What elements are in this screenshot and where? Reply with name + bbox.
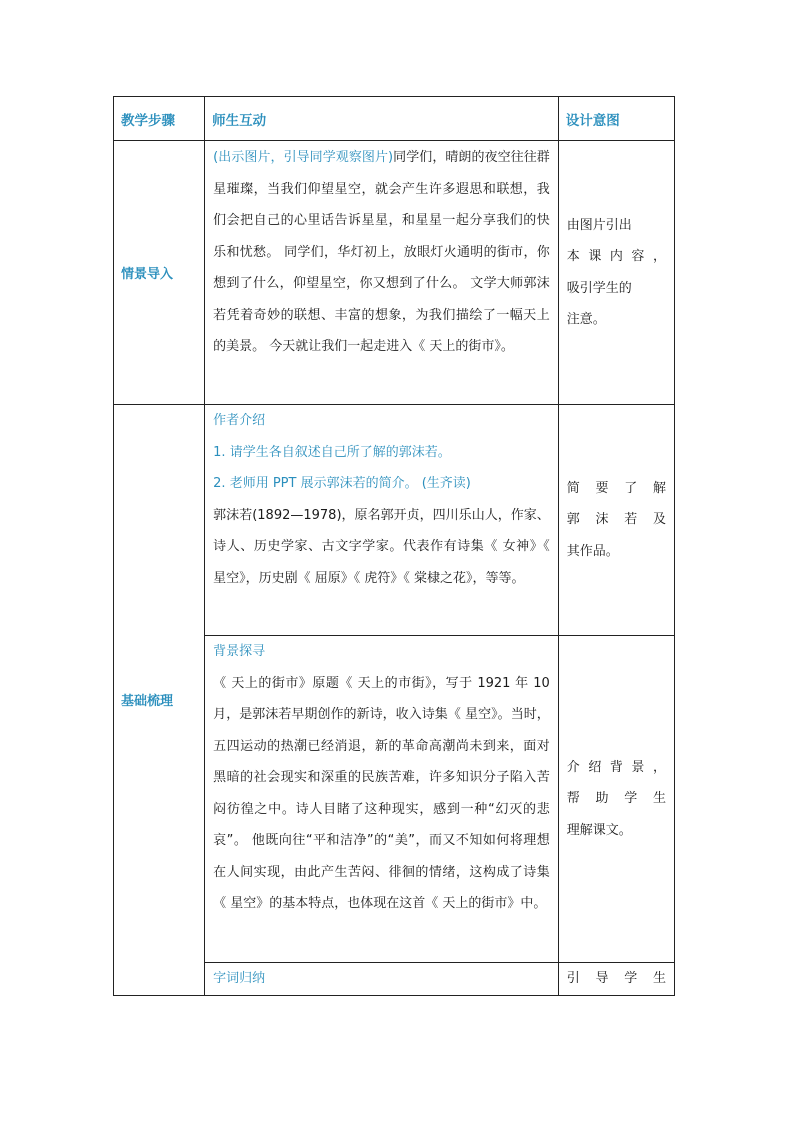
header-design-intent: 设计意图 xyxy=(558,97,674,141)
author-item-2: 2. 老师用 PPT 展示郭沫若的简介。 (生齐读) xyxy=(213,476,471,491)
intent-line: 吸引学生的 xyxy=(566,280,632,296)
table-header-row xyxy=(114,97,675,141)
intent-line: 郭沫若及 xyxy=(566,512,666,528)
vocab-content-cell xyxy=(205,963,559,996)
step-basics: 基础梳理 xyxy=(114,405,205,996)
intent-line: 介绍背景， xyxy=(566,759,666,775)
intent-line: 简要了解 xyxy=(566,480,666,496)
background-text: 《 天上的街市》原题《 天上的市街》，写于 1921 年 10 月，是郭沫若早期创作的新诗，收入诗集《 星空》。当时，五四运动的热潮已经消退，新的革命高潮尚未到来，面对黑暗的社会现实和深重的民族苦难，许多知识分子陷入苦闷彷徨之中。诗人目睹了这种现实，感到一种“幻灭的悲哀”。 他既向往“平和洁净”的“美”，而又不知如何将理想在人间实现，由此产生苦闷、徘徊的情绪，这构成了诗集《 星空》的基本特点，也体现在这首《 天上的街市》中。 xyxy=(213,675,550,911)
vocab-section-title: 字词归纳 xyxy=(213,971,266,986)
author-item-1: 1. 请学生各自叙述自己所了解的郭沫若。 xyxy=(213,444,451,460)
header-interaction: 师生互动 xyxy=(205,97,559,141)
intent-background xyxy=(558,636,674,963)
intent-line: 由图片引出 xyxy=(566,217,632,233)
intent-intro xyxy=(558,141,674,405)
intent-line: 理解课文。 xyxy=(566,822,632,838)
intent-line: 本课内容， xyxy=(566,249,666,264)
intro-content: 同学们，晴朗的夜空往往群星璀璨，当我们仰望星空，就会产生许多遐思和联想，我们会把自己的心里话告诉星星，和星星一起分享我们的快乐和忧愁。 同学们，华灯初上，放眼灯火通明的街市，你想到了什么，仰望星空，你又想到了什么。 文学大师郭沫若凭着奇妙的联想、丰富的想象，为我们描绘了一幅天上的美景。 今天就让我们一起走进入《 天上的街市》。 xyxy=(213,150,550,354)
table-row-intro xyxy=(114,141,675,405)
intro-instruction: (出示图片，引导同学观察图片) xyxy=(213,150,394,165)
table-row-author xyxy=(114,405,675,636)
intro-content-cell xyxy=(205,141,559,405)
author-bio: 郭沫若(1892—1978)，原名郭开贞，四川乐山人，作家、诗人、历史学家、古文字学家。代表作有诗集《 女神》《 星空》，历史剧《 屈原》《 虎符》《 棠棣之花》，等等。 xyxy=(213,507,550,586)
step-intro: 情景导入 xyxy=(114,141,205,405)
header-teaching-step: 教学步骤 xyxy=(114,97,205,141)
author-content-cell xyxy=(205,405,559,636)
intent-vocab xyxy=(558,963,674,996)
background-content-cell xyxy=(205,636,559,963)
intent-line: 帮助学生 xyxy=(566,791,666,807)
intent-line: 引导学生 xyxy=(566,971,666,986)
intent-line: 其作品。 xyxy=(566,543,619,559)
background-section-title: 背景探寻 xyxy=(213,644,266,659)
intent-line: 注意。 xyxy=(566,312,606,327)
lesson-plan-table xyxy=(113,96,675,996)
intent-author xyxy=(558,405,674,636)
author-section-title: 作者介绍 xyxy=(213,413,266,428)
